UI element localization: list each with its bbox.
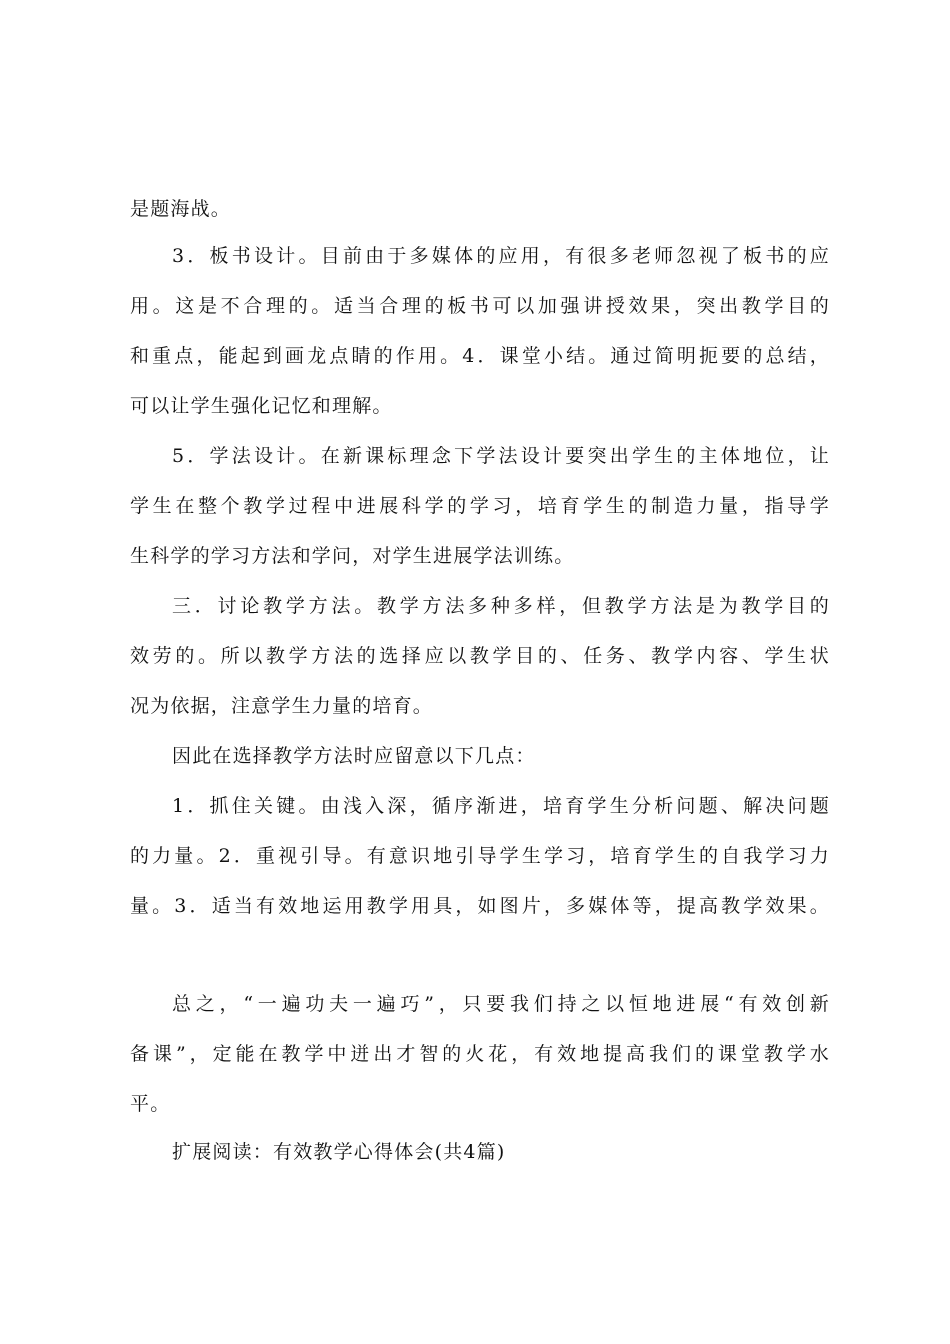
text-line: 效劳的。所以教学方法的选择应以教学目的、任务、教学内容、学生状 xyxy=(130,645,830,667)
text-line: 可以让学生强化记忆和理解。 xyxy=(130,395,393,417)
text-line: 是题海战。 xyxy=(130,198,232,220)
text-line: 的力量。2．重视引导。有意识地引导学生学习，培育学生的自我学习力 xyxy=(130,845,830,867)
text-line: 生科学的学习方法和学问，对学生进展学法训练。 xyxy=(130,545,575,567)
text-line: 扩展阅读：有效教学心得体会(共4篇) xyxy=(172,1141,506,1163)
text-line: 和重点，能起到画龙点睛的作用。4．课堂小结。通过简明扼要的总结， xyxy=(130,345,830,367)
text-line: 三．讨论教学方法。教学方法多种多样，但教学方法是为教学目的 xyxy=(172,595,830,617)
text-line: 5．学法设计。在新课标理念下学法设计要突出学生的主体地位，让 xyxy=(172,445,830,467)
text-line: 3．板书设计。目前由于多媒体的应用，有很多老师忽视了板书的应 xyxy=(172,245,830,267)
text-line: 况为依据，注意学生力量的培育。 xyxy=(130,695,434,717)
text-line: 学生在整个教学过程中进展科学的学习，培育学生的制造力量，指导学 xyxy=(130,495,830,517)
text-line: 总之，“一遍功夫一遍巧”，只要我们持之以恒地进展“有效创新 xyxy=(172,993,830,1015)
text-line: 平。 xyxy=(130,1093,171,1115)
text-line: 量。3．适当有效地运用教学用具，如图片，多媒体等，提高教学效果。 xyxy=(130,895,830,917)
text-line: 用。这是不合理的。适当合理的板书可以加强讲授效果，突出教学目的 xyxy=(130,295,830,317)
text-line: 备课”，定能在教学中迸出才智的火花，有效地提高我们的课堂教学水 xyxy=(130,1043,830,1065)
text-line: 1．抓住关键。由浅入深，循序渐进，培育学生分析问题、解决问题 xyxy=(172,795,830,817)
text-line: 因此在选择教学方法时应留意以下几点： xyxy=(172,745,536,767)
